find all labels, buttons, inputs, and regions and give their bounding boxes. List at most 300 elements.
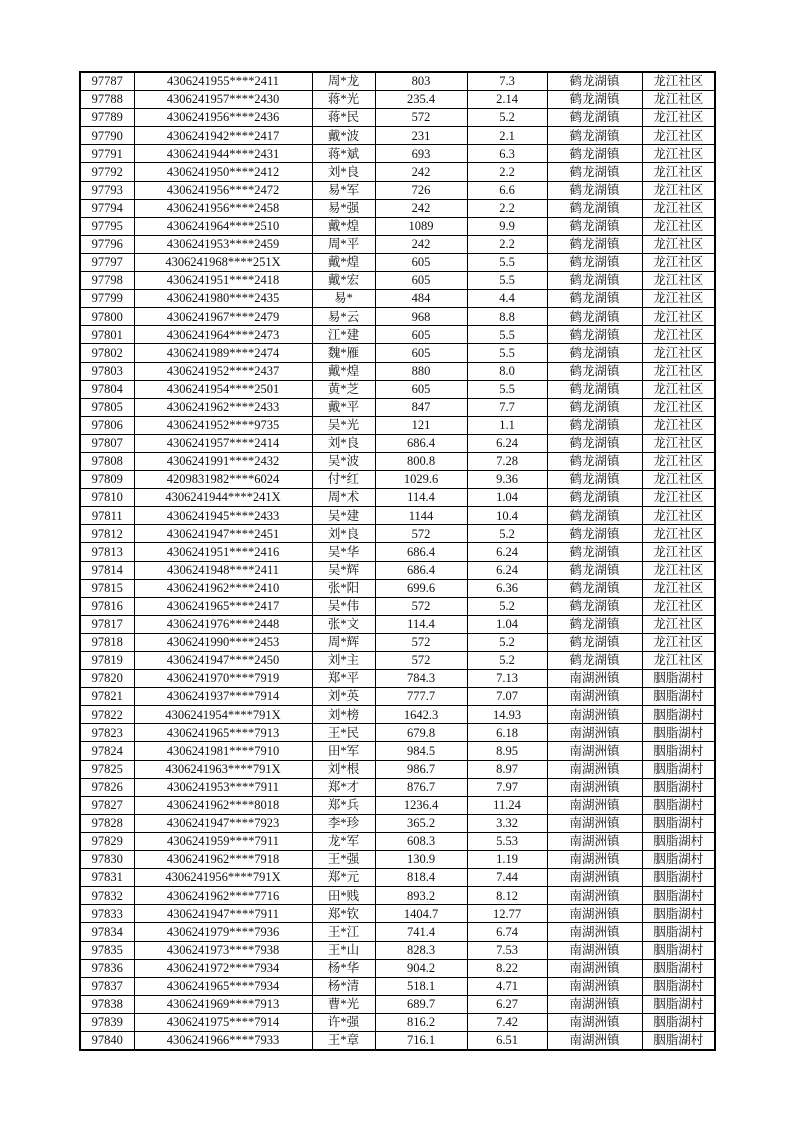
cell-id-number: 4306241968****251X: [134, 253, 312, 271]
cell-name: 蒋*光: [312, 91, 375, 109]
cell-town: 鹤龙湖镇: [547, 235, 642, 253]
cell-village: 龙江社区: [642, 272, 715, 290]
table-row: [80, 995, 715, 1013]
cell-amount: 1089: [375, 217, 467, 235]
cell-rate: 5.5: [467, 344, 547, 362]
table-row: [80, 308, 715, 326]
table-row: [80, 688, 715, 706]
cell-rate: 6.51: [467, 1031, 547, 1050]
cell-village: 龙江社区: [642, 235, 715, 253]
cell-name: 王*山: [312, 941, 375, 959]
cell-serial-number: 97822: [80, 706, 134, 724]
cell-rate: 8.12: [467, 887, 547, 905]
cell-rate: 1.19: [467, 851, 547, 869]
cell-amount: 242: [375, 199, 467, 217]
cell-village: 龙江社区: [642, 145, 715, 163]
table-row: [80, 72, 715, 91]
cell-village: 胭脂湖村: [642, 923, 715, 941]
table-row: [80, 452, 715, 470]
cell-village: 龙江社区: [642, 308, 715, 326]
cell-amount: 572: [375, 652, 467, 670]
cell-name: 刘*主: [312, 652, 375, 670]
cell-serial-number: 97831: [80, 869, 134, 887]
cell-village: 龙江社区: [642, 163, 715, 181]
cell-name: 刘*良: [312, 434, 375, 452]
cell-town: 鹤龙湖镇: [547, 91, 642, 109]
cell-serial-number: 97820: [80, 670, 134, 688]
cell-town: 鹤龙湖镇: [547, 308, 642, 326]
cell-town: 鹤龙湖镇: [547, 145, 642, 163]
cell-village: 胭脂湖村: [642, 742, 715, 760]
cell-rate: 6.24: [467, 434, 547, 452]
cell-serial-number: 97825: [80, 760, 134, 778]
cell-name: 周*龙: [312, 72, 375, 91]
cell-serial-number: 97826: [80, 778, 134, 796]
cell-town: 鹤龙湖镇: [547, 452, 642, 470]
cell-amount: 572: [375, 597, 467, 615]
cell-town: 鹤龙湖镇: [547, 127, 642, 145]
cell-town: 鹤龙湖镇: [547, 72, 642, 91]
cell-village: 龙江社区: [642, 217, 715, 235]
cell-id-number: 4306241959****7911: [134, 832, 312, 850]
table-row: [80, 597, 715, 615]
cell-rate: 2.2: [467, 235, 547, 253]
cell-rate: 5.2: [467, 597, 547, 615]
cell-id-number: 4306241956****2458: [134, 199, 312, 217]
cell-serial-number: 97795: [80, 217, 134, 235]
cell-amount: 689.7: [375, 995, 467, 1013]
cell-serial-number: 97816: [80, 597, 134, 615]
cell-name: 戴*平: [312, 398, 375, 416]
cell-rate: 5.5: [467, 253, 547, 271]
cell-rate: 8.8: [467, 308, 547, 326]
table-row: [80, 652, 715, 670]
cell-rate: 5.5: [467, 380, 547, 398]
cell-name: 戴*煌: [312, 253, 375, 271]
cell-name: 吴*建: [312, 507, 375, 525]
cell-amount: 686.4: [375, 543, 467, 561]
cell-id-number: 4306241950****2412: [134, 163, 312, 181]
table-row: [80, 272, 715, 290]
cell-rate: 5.2: [467, 633, 547, 651]
table-row: [80, 434, 715, 452]
cell-id-number: 4306241967****2479: [134, 308, 312, 326]
cell-id-number: 4306241957****2430: [134, 91, 312, 109]
cell-town: 鹤龙湖镇: [547, 109, 642, 127]
cell-id-number: 4306241956****791X: [134, 869, 312, 887]
table-row: [80, 543, 715, 561]
cell-town: 鹤龙湖镇: [547, 326, 642, 344]
cell-serial-number: 97821: [80, 688, 134, 706]
cell-amount: 1029.6: [375, 471, 467, 489]
cell-serial-number: 97809: [80, 471, 134, 489]
cell-town: 南湖洲镇: [547, 941, 642, 959]
cell-rate: 2.2: [467, 199, 547, 217]
cell-town: 南湖洲镇: [547, 1013, 642, 1031]
cell-name: 蒋*民: [312, 109, 375, 127]
table-row: [80, 489, 715, 507]
cell-name: 郑*元: [312, 869, 375, 887]
cell-id-number: 4306241990****2453: [134, 633, 312, 651]
cell-rate: 10.4: [467, 507, 547, 525]
cell-village: 龙江社区: [642, 561, 715, 579]
cell-rate: 1.1: [467, 416, 547, 434]
cell-village: 龙江社区: [642, 434, 715, 452]
cell-serial-number: 97829: [80, 832, 134, 850]
cell-rate: 14.93: [467, 706, 547, 724]
cell-rate: 2.1: [467, 127, 547, 145]
cell-amount: 605: [375, 380, 467, 398]
cell-rate: 7.28: [467, 452, 547, 470]
table-row: [80, 633, 715, 651]
cell-id-number: 4306241973****7938: [134, 941, 312, 959]
cell-town: 南湖洲镇: [547, 724, 642, 742]
cell-village: 龙江社区: [642, 72, 715, 91]
cell-serial-number: 97838: [80, 995, 134, 1013]
cell-amount: 693: [375, 145, 467, 163]
cell-serial-number: 97788: [80, 91, 134, 109]
cell-amount: 365.2: [375, 814, 467, 832]
cell-town: 南湖洲镇: [547, 851, 642, 869]
cell-village: 胭脂湖村: [642, 832, 715, 850]
cell-town: 鹤龙湖镇: [547, 398, 642, 416]
cell-id-number: 4306241947****7911: [134, 905, 312, 923]
cell-id-number: 4306241957****2414: [134, 434, 312, 452]
cell-town: 南湖洲镇: [547, 977, 642, 995]
cell-amount: 904.2: [375, 959, 467, 977]
cell-amount: 130.9: [375, 851, 467, 869]
cell-town: 鹤龙湖镇: [547, 561, 642, 579]
cell-village: 胭脂湖村: [642, 851, 715, 869]
cell-amount: 716.1: [375, 1031, 467, 1050]
cell-id-number: 4306241975****7914: [134, 1013, 312, 1031]
cell-town: 南湖洲镇: [547, 923, 642, 941]
table-row: [80, 217, 715, 235]
cell-village: 胭脂湖村: [642, 977, 715, 995]
table-row: [80, 290, 715, 308]
cell-amount: 686.4: [375, 434, 467, 452]
cell-town: 鹤龙湖镇: [547, 434, 642, 452]
cell-town: 南湖洲镇: [547, 959, 642, 977]
table-row: [80, 851, 715, 869]
cell-village: 龙江社区: [642, 471, 715, 489]
cell-village: 胭脂湖村: [642, 724, 715, 742]
cell-amount: 242: [375, 163, 467, 181]
cell-rate: 9.9: [467, 217, 547, 235]
cell-town: 鹤龙湖镇: [547, 217, 642, 235]
table-row: [80, 145, 715, 163]
cell-rate: 5.5: [467, 326, 547, 344]
cell-serial-number: 97823: [80, 724, 134, 742]
cell-id-number: 4306241947****2450: [134, 652, 312, 670]
cell-id-number: 4306241955****2411: [134, 72, 312, 91]
cell-amount: 1642.3: [375, 706, 467, 724]
cell-amount: 777.7: [375, 688, 467, 706]
cell-rate: 7.7: [467, 398, 547, 416]
cell-amount: 242: [375, 235, 467, 253]
cell-serial-number: 97793: [80, 181, 134, 199]
cell-serial-number: 97815: [80, 579, 134, 597]
cell-rate: 8.0: [467, 362, 547, 380]
cell-serial-number: 97835: [80, 941, 134, 959]
cell-name: 周*术: [312, 489, 375, 507]
cell-rate: 7.44: [467, 869, 547, 887]
cell-town: 鹤龙湖镇: [547, 163, 642, 181]
cell-village: 龙江社区: [642, 109, 715, 127]
table-row: [80, 941, 715, 959]
table-row: [80, 163, 715, 181]
cell-name: 李*珍: [312, 814, 375, 832]
cell-name: 吴*辉: [312, 561, 375, 579]
cell-name: 戴*煌: [312, 362, 375, 380]
cell-id-number: 4306241942****2417: [134, 127, 312, 145]
cell-village: 胭脂湖村: [642, 796, 715, 814]
cell-town: 南湖洲镇: [547, 760, 642, 778]
cell-serial-number: 97792: [80, 163, 134, 181]
cell-serial-number: 97818: [80, 633, 134, 651]
cell-amount: 679.8: [375, 724, 467, 742]
cell-serial-number: 97804: [80, 380, 134, 398]
cell-name: 易*: [312, 290, 375, 308]
cell-amount: 741.4: [375, 923, 467, 941]
cell-town: 南湖洲镇: [547, 670, 642, 688]
cell-serial-number: 97791: [80, 145, 134, 163]
table-row: [80, 742, 715, 760]
cell-id-number: 4306241954****2501: [134, 380, 312, 398]
cell-town: 鹤龙湖镇: [547, 272, 642, 290]
cell-amount: 572: [375, 109, 467, 127]
table-row: [80, 1013, 715, 1031]
cell-town: 鹤龙湖镇: [547, 181, 642, 199]
cell-amount: 803: [375, 72, 467, 91]
table-row: [80, 959, 715, 977]
cell-town: 鹤龙湖镇: [547, 597, 642, 615]
cell-amount: 828.3: [375, 941, 467, 959]
cell-serial-number: 97827: [80, 796, 134, 814]
cell-name: 郑*兵: [312, 796, 375, 814]
cell-town: 鹤龙湖镇: [547, 290, 642, 308]
cell-town: 鹤龙湖镇: [547, 362, 642, 380]
cell-amount: 114.4: [375, 615, 467, 633]
cell-rate: 8.95: [467, 742, 547, 760]
cell-name: 吴*华: [312, 543, 375, 561]
cell-village: 龙江社区: [642, 398, 715, 416]
cell-village: 龙江社区: [642, 253, 715, 271]
cell-rate: 5.5: [467, 272, 547, 290]
cell-serial-number: 97830: [80, 851, 134, 869]
cell-village: 胭脂湖村: [642, 887, 715, 905]
cell-name: 吴*波: [312, 452, 375, 470]
cell-amount: 686.4: [375, 561, 467, 579]
cell-serial-number: 97819: [80, 652, 134, 670]
cell-id-number: 4306241953****7911: [134, 778, 312, 796]
table-row: [80, 977, 715, 995]
cell-town: 鹤龙湖镇: [547, 416, 642, 434]
cell-village: 胭脂湖村: [642, 995, 715, 1013]
table-row: [80, 362, 715, 380]
cell-amount: 968: [375, 308, 467, 326]
cell-name: 魏*雁: [312, 344, 375, 362]
cell-id-number: 4306241969****7913: [134, 995, 312, 1013]
cell-name: 周*辉: [312, 633, 375, 651]
cell-name: 曹*光: [312, 995, 375, 1013]
cell-serial-number: 97796: [80, 235, 134, 253]
cell-serial-number: 97837: [80, 977, 134, 995]
table-row: [80, 326, 715, 344]
cell-serial-number: 97805: [80, 398, 134, 416]
cell-name: 王*强: [312, 851, 375, 869]
cell-rate: 6.24: [467, 543, 547, 561]
cell-id-number: 4306241937****7914: [134, 688, 312, 706]
cell-id-number: 4306241972****7934: [134, 959, 312, 977]
cell-serial-number: 97812: [80, 525, 134, 543]
cell-serial-number: 97790: [80, 127, 134, 145]
cell-town: 南湖洲镇: [547, 869, 642, 887]
cell-rate: 7.07: [467, 688, 547, 706]
cell-id-number: 4306241953****2459: [134, 235, 312, 253]
beneficiary-table: [79, 71, 716, 1051]
cell-id-number: 4306241954****791X: [134, 706, 312, 724]
cell-village: 龙江社区: [642, 615, 715, 633]
cell-amount: 605: [375, 253, 467, 271]
cell-village: 龙江社区: [642, 579, 715, 597]
cell-town: 鹤龙湖镇: [547, 525, 642, 543]
table-row: [80, 253, 715, 271]
table-row: [80, 91, 715, 109]
cell-amount: 847: [375, 398, 467, 416]
cell-amount: 986.7: [375, 760, 467, 778]
cell-rate: 2.2: [467, 163, 547, 181]
cell-village: 龙江社区: [642, 91, 715, 109]
cell-amount: 1404.7: [375, 905, 467, 923]
cell-serial-number: 97807: [80, 434, 134, 452]
cell-name: 戴*波: [312, 127, 375, 145]
cell-name: 郑*钦: [312, 905, 375, 923]
cell-village: 龙江社区: [642, 543, 715, 561]
table-row: [80, 199, 715, 217]
table-row: [80, 832, 715, 850]
cell-rate: 7.3: [467, 72, 547, 91]
cell-town: 南湖洲镇: [547, 742, 642, 760]
cell-village: 龙江社区: [642, 326, 715, 344]
cell-village: 龙江社区: [642, 344, 715, 362]
cell-town: 南湖洲镇: [547, 778, 642, 796]
cell-name: 易*军: [312, 181, 375, 199]
cell-serial-number: 97801: [80, 326, 134, 344]
cell-rate: 8.22: [467, 959, 547, 977]
cell-serial-number: 97799: [80, 290, 134, 308]
cell-amount: 605: [375, 326, 467, 344]
table-row: [80, 670, 715, 688]
table-row: [80, 1031, 715, 1050]
cell-village: 龙江社区: [642, 525, 715, 543]
cell-id-number: 4306241962****8018: [134, 796, 312, 814]
cell-serial-number: 97802: [80, 344, 134, 362]
cell-amount: 605: [375, 344, 467, 362]
cell-village: 龙江社区: [642, 127, 715, 145]
cell-name: 江*建: [312, 326, 375, 344]
cell-village: 胭脂湖村: [642, 814, 715, 832]
cell-serial-number: 97800: [80, 308, 134, 326]
cell-amount: 1236.4: [375, 796, 467, 814]
cell-id-number: 4306241966****7933: [134, 1031, 312, 1050]
table-row: [80, 760, 715, 778]
cell-rate: 3.32: [467, 814, 547, 832]
cell-amount: 880: [375, 362, 467, 380]
cell-village: 胭脂湖村: [642, 688, 715, 706]
table-row: [80, 869, 715, 887]
cell-town: 南湖洲镇: [547, 706, 642, 724]
cell-id-number: 4306241947****2451: [134, 525, 312, 543]
table-row: [80, 796, 715, 814]
cell-name: 张*阳: [312, 579, 375, 597]
cell-town: 鹤龙湖镇: [547, 471, 642, 489]
cell-serial-number: 97817: [80, 615, 134, 633]
cell-village: 龙江社区: [642, 199, 715, 217]
cell-serial-number: 97811: [80, 507, 134, 525]
cell-id-number: 4306241962****7716: [134, 887, 312, 905]
cell-id-number: 4306241991****2432: [134, 452, 312, 470]
cell-id-number: 4306241944****241X: [134, 489, 312, 507]
cell-village: 龙江社区: [642, 290, 715, 308]
cell-amount: 984.5: [375, 742, 467, 760]
cell-name: 易*云: [312, 308, 375, 326]
cell-village: 龙江社区: [642, 452, 715, 470]
cell-name: 许*强: [312, 1013, 375, 1031]
cell-serial-number: 97814: [80, 561, 134, 579]
cell-name: 戴*宏: [312, 272, 375, 290]
cell-name: 龙*军: [312, 832, 375, 850]
cell-village: 龙江社区: [642, 416, 715, 434]
cell-serial-number: 97833: [80, 905, 134, 923]
cell-rate: 1.04: [467, 615, 547, 633]
table-row: [80, 706, 715, 724]
cell-amount: 784.3: [375, 670, 467, 688]
table-row: [80, 416, 715, 434]
cell-id-number: 4306241965****7913: [134, 724, 312, 742]
cell-id-number: 4306241962****2410: [134, 579, 312, 597]
cell-amount: 231: [375, 127, 467, 145]
cell-town: 鹤龙湖镇: [547, 507, 642, 525]
cell-rate: 8.97: [467, 760, 547, 778]
cell-serial-number: 97813: [80, 543, 134, 561]
cell-name: 蒋*斌: [312, 145, 375, 163]
cell-id-number: 4306241956****2472: [134, 181, 312, 199]
cell-village: 龙江社区: [642, 489, 715, 507]
cell-amount: 816.2: [375, 1013, 467, 1031]
cell-id-number: 4306241945****2433: [134, 507, 312, 525]
cell-id-number: 4306241944****2431: [134, 145, 312, 163]
cell-rate: 2.14: [467, 91, 547, 109]
cell-amount: 800.8: [375, 452, 467, 470]
cell-name: 王*章: [312, 1031, 375, 1050]
cell-name: 郑*才: [312, 778, 375, 796]
table-body: [80, 72, 715, 1050]
cell-name: 周*平: [312, 235, 375, 253]
table-row: [80, 525, 715, 543]
cell-rate: 4.71: [467, 977, 547, 995]
cell-serial-number: 97832: [80, 887, 134, 905]
cell-village: 胭脂湖村: [642, 905, 715, 923]
cell-amount: 608.3: [375, 832, 467, 850]
cell-id-number: 4306241965****7934: [134, 977, 312, 995]
cell-id-number: 4306241981****7910: [134, 742, 312, 760]
cell-town: 鹤龙湖镇: [547, 253, 642, 271]
cell-town: 南湖洲镇: [547, 887, 642, 905]
cell-village: 胭脂湖村: [642, 1013, 715, 1031]
cell-name: 吴*伟: [312, 597, 375, 615]
cell-rate: 6.27: [467, 995, 547, 1013]
